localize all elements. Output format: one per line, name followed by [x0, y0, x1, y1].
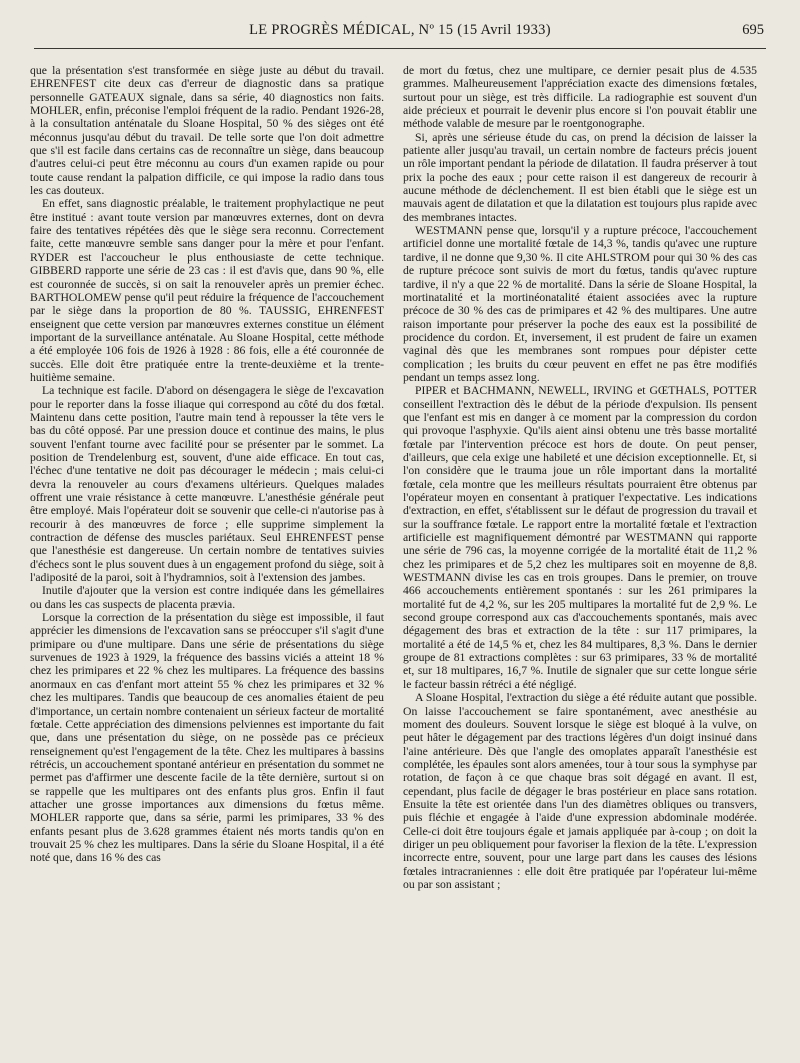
- paragraph: La technique est facile. D'abord on désengagera le siège de l'excavation pour le reporter dans la fosse iliaque qui correspond au côté du dos fœtal. Maintenu dans cette position, l'autre main tend à repousser la tête vers le bas du côté opposé. Par une pression douce et continue des mains, le plus souvent l'enfant tourne avec facilité pour se présenter par le sommet. La position de Trendelenburg est, souvent, d'une aide efficace. En tout cas, l'échec d'une tentative ne doit pas décourager le médecin ; mais celui-ci devra la renouveler au cours d'examens ultérieurs. Quelques malades offrent une vraie résistance à cette manœuvre. L'anesthésie générale peut être employé. Mais l'opérateur doit se souvenir que celle-ci n'autorise pas à recourir à des manœuvres de force ; elle supprime simplement la contraction de défense des muscles pariétaux. Seul EHRENFEST pense que l'anesthésie est dangereuse. Un certain nombre de tentatives suivies d'échecs sont le plus souvent dues à un engagement profond du siège, soit à l'adiposité de la paroi, soit à l'hydramnios, soit à l'extension des jambes.: [30, 384, 384, 585]
- paragraph: PIPER et BACHMANN, NEWELL, IRVING et GŒTHALS, POTTER conseillent l'extraction dès le début de la période d'expulsion. Ils pensent que l'enfant est mis en danger à ce moment par la compression du cordon qui provoque l'asphyxie. Qu'ils aient ainsi obtenu une très basse mortalité fœtale par l'intervention précoce est hors de doute. On peut penser, d'ailleurs, que cela exige une habileté et une décision exceptionnelle. Et, si l'on considère que le trauma joue un rôle important dans la mortalité fœtale, cela montre que les meilleurs résultats pourraient être obtenus par l'opérateur moyen en consentant à pratiquer l'expectative. Les indications d'extraction, en effet, s'établissent sur le défaut de progression du travail et sur la souffrance fœtale. Le rapport entre la mortalité fœtale et l'extraction artificielle est magnifiquement démontré par WESTMANN qui rapporte une série de 796 cas, la moyenne corrigée de la mortalité était de 11,2 % chez les primipares et de 5,2 chez les multipares soit en moyenne de 8,8. WESTMANN divise les cas en trois groupes. Dans le premier, on trouve 466 accouchements entièrement spontanés : sur les 261 primipares la mortalité fut de 4,2 %, sur les 205 multipares la mortalité fut de 2,9 %. Le second groupe correspond aux cas d'accouchements spontanés, mais avec dégagement des bras et extraction de la tête : sur 117 primipares, la mortalité a été de 14,5 % et, chez les 84 multipares, 8,3 %. Dans le dernier groupe de 81 extractions complètes : sur 63 primipares, 33 % de mortalité et, sur 18 multipares, 16,7 %. Inutile de signaler que sur cette longue série le facteur bassin rétréci a été négligé.: [403, 384, 757, 691]
- paragraph: En effet, sans diagnostic préalable, le traitement prophylactique ne peut être institué : avant toute version par manœuvres externes, dont on devra faire des tentatives répétées dès que le siège sera reconnu. Correctement faite, cette manœuvre semble sans danger pour la mère et pour l'enfant. RYDER est l'accoucheur le plus enthousiaste de cette technique. GIBBERD rapporte une série de 23 cas : il est d'avis que, dans 90 %, elle est couronnée de succès, si on sait la renouveler après un premier échec. BARTHOLOMEW pense qu'il peut réduire la fréquence de l'accouchement par le siège dans la proportion de 80 %. TAUSSIG, EHRENFEST enseignent que cette version par manœuvres externes constitue un élément important de la surveillance anténatale. Au Sloane Hospital, cette méthode a été employée 106 fois de 1926 à 1928 : 86 fois, elle a été couronnée de succès. Elle doit être pratiquée entre la trente-deuxième et la trente-huitième semaine.: [30, 197, 384, 384]
- paragraph: Si, après une sérieuse étude du cas, on prend la décision de laisser la patiente aller jusqu'au travail, un certain nombre de facteurs précis jouent un rôle important pendant la période de dilatation. Il faudra préserver à tout prix la poche des eaux ; pour cette raison il est dangereux de recourir à aucune méthode de déclenchement. Il est bien établi que le siège est un mauvais agent de dilatation et que la dilatation est toujours plus rapide avec des membranes intactes.: [403, 130, 757, 224]
- paragraph: de mort du fœtus, chez une multipare, ce dernier pesait plus de 4.535 grammes. Malheureusement l'appréciation exacte des dimensions fœtales, surtout pour un siège, est très difficile. La radiographie est souvent d'un aide précieux et pourrait le devenir plus encore si l'on pouvait établir une méthode valable de mesure par le roentgonographe.: [403, 64, 757, 131]
- paragraph: WESTMANN pense que, lorsqu'il y a rupture précoce, l'accouchement artificiel donne une mortalité fœtale de 14,3 %, tandis qu'avec une rupture tardive, il ne donne que 9,30 %. Il cite AHLSTROM pour qui 30 % des cas de rupture précoce sont suivis de mort du fœtus, tandis qu'avec rupture tardive, il n'y a que 22 % de mortalité. Dans la série de Sloane Hospital, la mortinatalité et la mortinéonatalité étaient associées avec la rupture précoce de 30 % des cas de primipares et 42 % des multipares. Une autre raison importante pour préserver la poche des eaux est la possibilité de procidence du cordon. Et, inversement, il est prudent de faire un examen vaginal dès que les membranes sont rompues pour dépister cette complication ; les bruits du cœur peuvent en effet ne pas être modifiés pendant un temps assez long.: [403, 224, 757, 384]
- journal-title: LE PROGRÈS MÉDICAL, Nº 15 (15 Avril 1933): [249, 22, 551, 38]
- header-rule: [34, 48, 766, 49]
- running-header: [36, 22, 764, 42]
- page-number: 695: [742, 22, 764, 38]
- paragraph: Lorsque la correction de la présentation du siège est impossible, il faut apprécier les dimensions de l'excavation sans se préoccuper s'il s'agit d'une primipare ou d'une multipare. Dans une série de présentations du siège survenues de 1923 à 1929, la fréquence des bassins viciés a atteint 18 % chez les primipares et 22 % chez les multipares. La fréquence des bassins anormaux en cas d'enfant mort atteint 55 % chez les primipares et 32 % chez les multipares. Tandis que beaucoup de ces anomalies étaient de peu d'importance, un certain nombre contenaient un sérieux facteur de mortalité fœtale. Cette appréciation des dimensions pelviennes est importante du fait que, dans une présentation du siège, on ne possède pas ce précieux renseignement qu'est l'engagement de la tête. Chez les multipares à bassins rétrécis, un accouchement spontané antérieur en présentation du sommet ne permet pas d'affirmer une descente facile de la tête dernière, surtout si on se rappelle que les multipares ont des enfants plus gros. Enfin il faut attacher une grosse importances aux dimensions du fœtus même. MOHLER rapporte que, dans sa série, parmi les primipares, 33 % des enfants pesant plus de 3.628 grammes étaient nés morts tandis qu'on en trouvait 25 % chez les multipares. Dans la série du Sloane Hospital, il a été noté que, dans 16 % des cas: [30, 611, 384, 865]
- paragraph: Inutile d'ajouter que la version est contre indiquée dans les gémellaires ou dans les cas suspects de placenta prævia.: [30, 584, 384, 611]
- paragraph: que la présentation s'est transformée en siège juste au début du travail. EHRENFEST cite deux cas d'erreur de diagnostic dans sa pratique personnelle GATEAUX signale, dans sa série, 40 diagnostics non faits. MOHLER, enfin, préconise l'emploi fréquent de la radio. Pendant 1926-28, à la consultation anténatale du Sloane Hospital, 50 % des sièges ont été méconnus jusqu'au début du travail. De telle sorte que l'on doit admettre que s'il est facile dans certains cas de reconnaître un siège, dans beaucoup d'autres celui-ci peut être méconnu au cours d'un examen rapide ou pour toute cause rendant la palpation difficile, ce qui impose la radio dans tous les cas douteux.: [30, 64, 384, 198]
- left-column: [30, 64, 384, 1054]
- right-column: [403, 64, 757, 1054]
- paragraph: A Sloane Hospital, l'extraction du siège a été réduite autant que possible. On laisse l'accouchement se faire spontanément, avec anesthésie au moment des douleurs. Souvent lorsque le siège est bloqué à la vulve, on peut hâter le dégagement par des tractions légères d'un doigt insinué dans l'aine antérieure. Dès que l'angle des omoplates apparaît l'anesthésie est complétée, les épaules sont alors amenées, tour à tour sous la symphyse par rotation, de façon à ce que chaque bras soit dégagé en avant. Il est, cependant, plus facile de dégager le bras postérieur en place sans rotation. Ensuite la tête est orientée dans l'un des diamètres obliques ou transvers, puis fléchie et engagée à l'aide d'une expression abdominale modérée. Celle-ci doit être toujours égale et jamais appliquée par à-coup ; on doit la diriger un peu obliquement pour favoriser la flexion de la tête. L'expression incorrecte entre, souvent, pour une large part dans les causes des lésions fœtales intracraniennes : elle doit être pratiquée par l'opérateur lui-même ou par son assistant ;: [403, 691, 757, 891]
